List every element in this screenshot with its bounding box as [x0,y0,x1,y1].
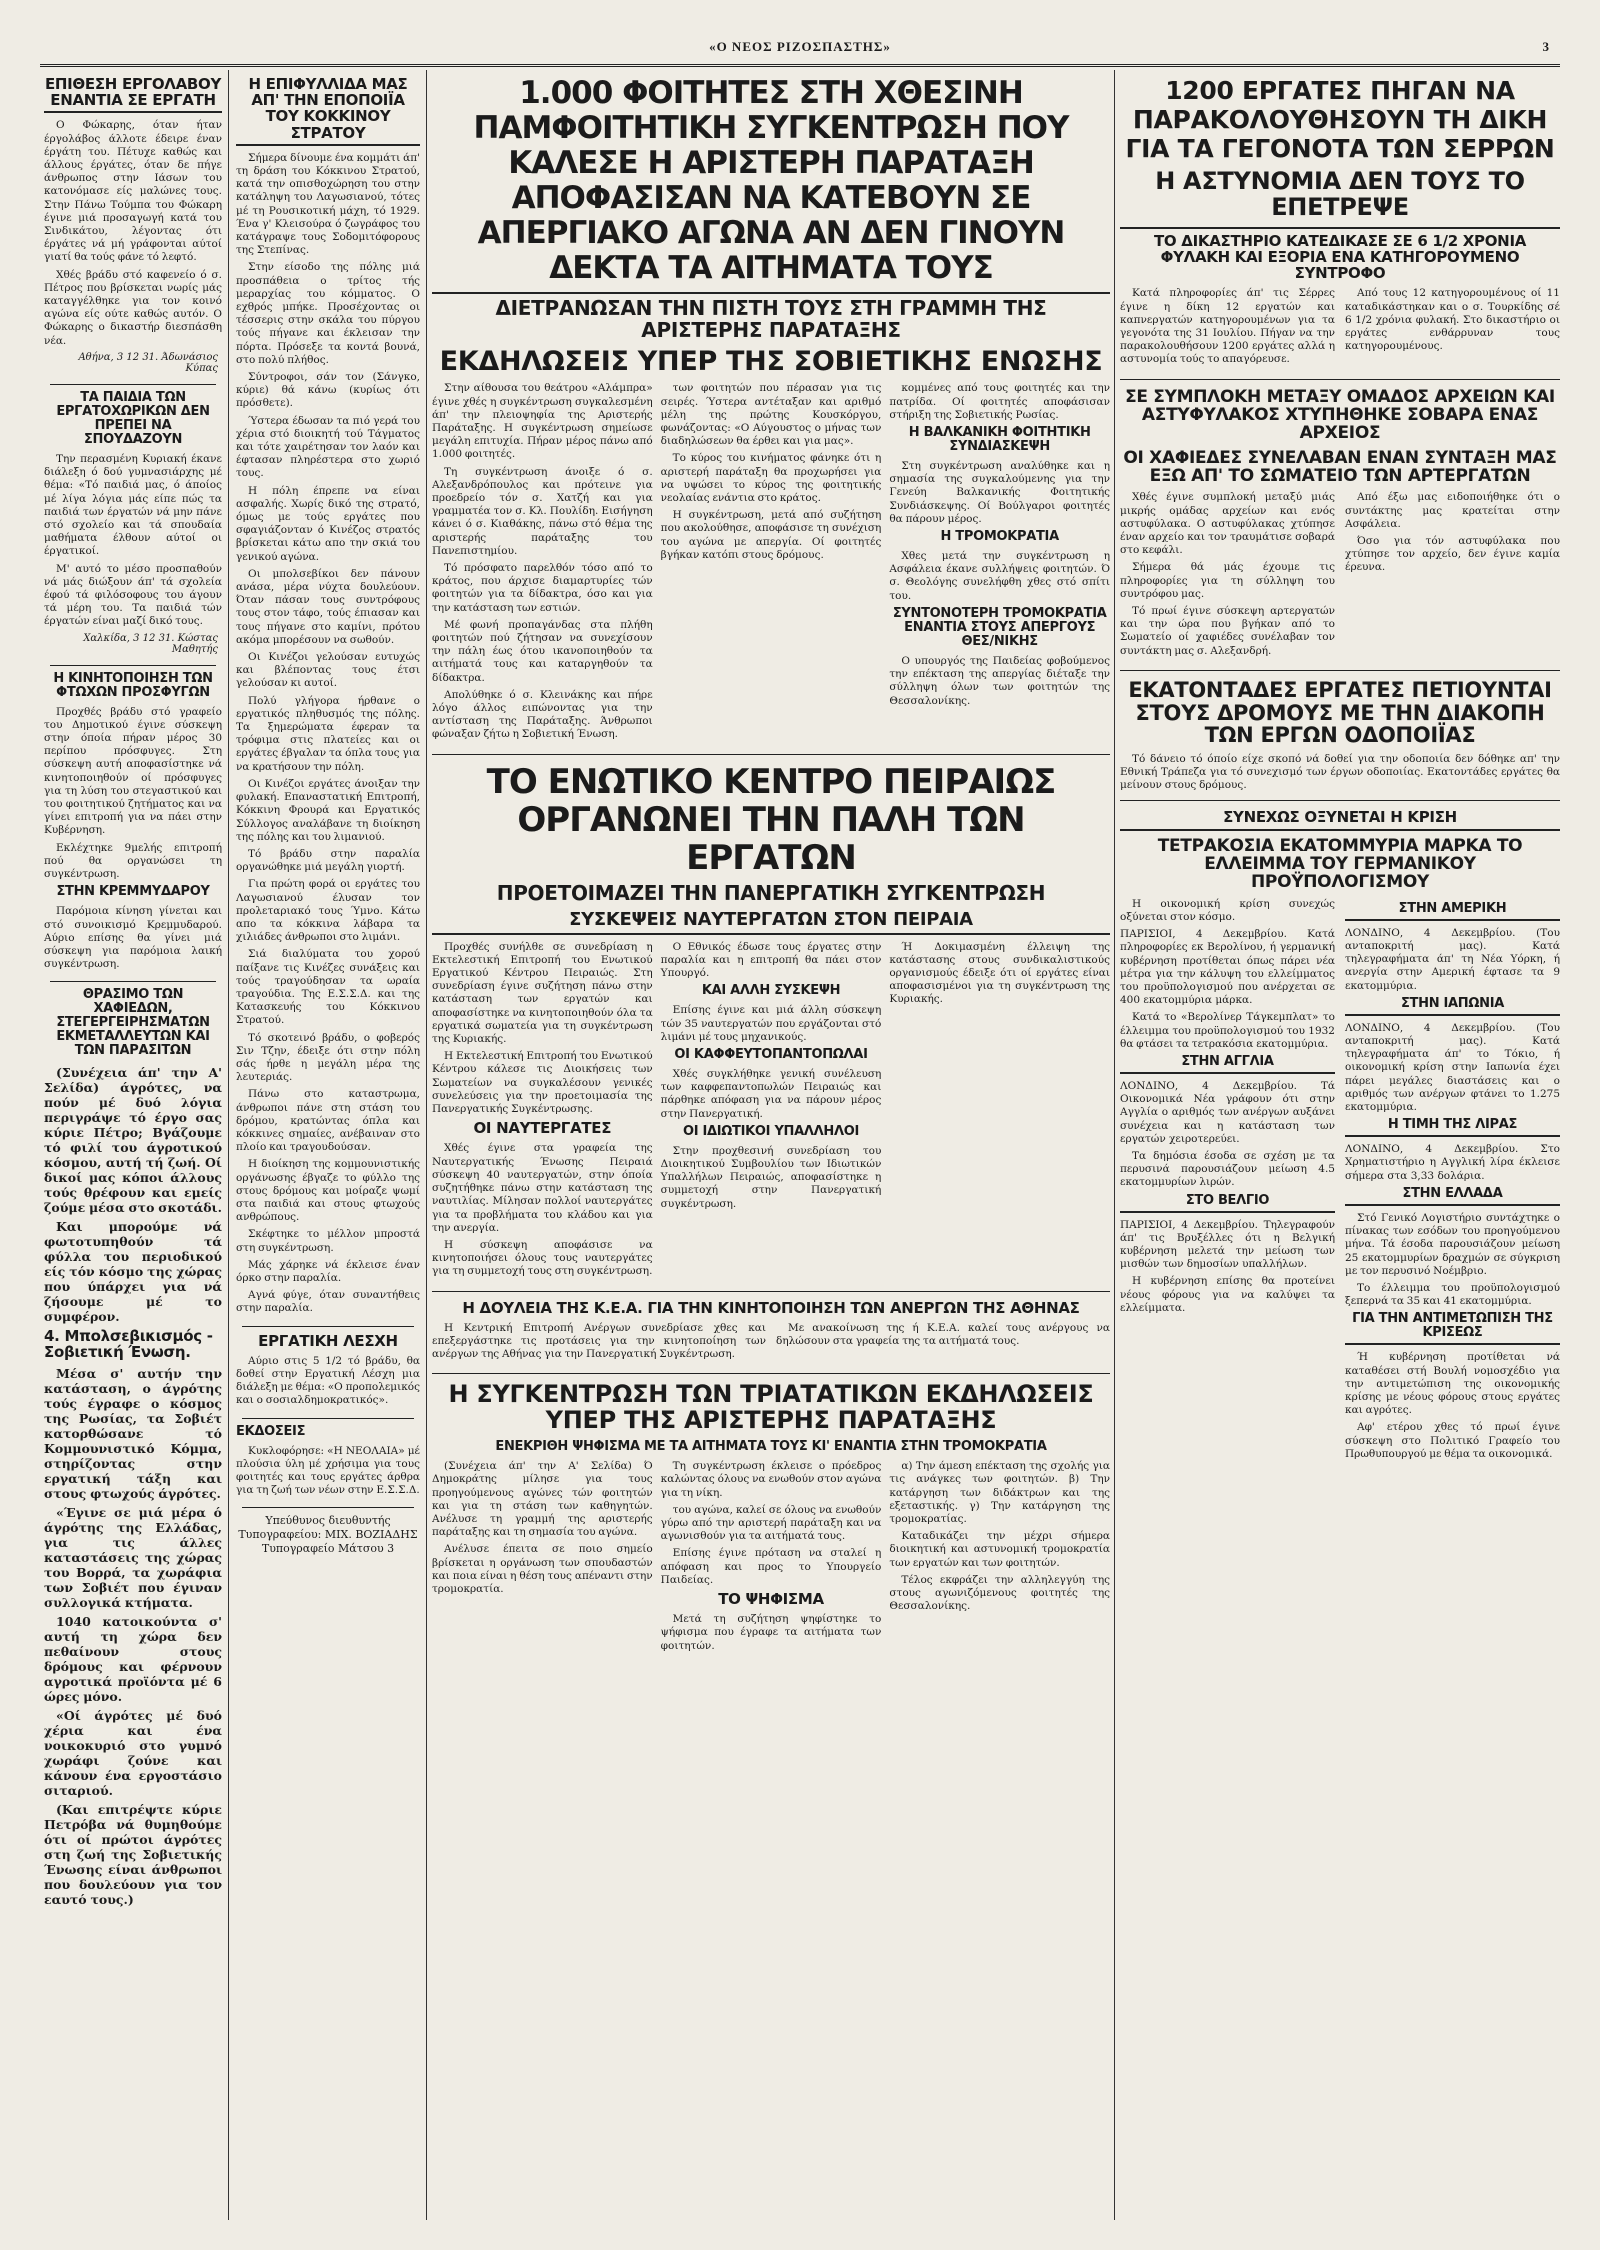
serres-col-1 [1120,287,1335,370]
roadworks-headline: ΕΚΑΤΟΝΤΑΔΕΣ ΕΡΓΑΤΕΣ ΠΕΤΙΟΥΝΤΑΙ ΣΤΟΥΣ ΔΡΟΜΟΥΣ ΜΕ ΤΗΝ ΔΙΑΚΟΠΗ ΤΩΝ ΕΡΓΩΝ ΟΔΟΠΟΙΪΑΣ [1128,677,1552,748]
piraeus-col-3 [889,941,1110,1283]
subheadline: ΣΤΗΝ ΑΓΓΛΙΑ [1120,1055,1335,1074]
article-informers [44,988,222,1907]
paragraph: Το έλλειμμα του προϋπολογισμού ξεπερνά τα 35 και 41 εκατομμύρια. [1345,1281,1560,1308]
column-1 [40,70,226,2220]
paragraph: «Οί άγρότες μέ δυό χέρια και ένα νοικοκυριό στο γυμνό χωράφι ζούνε και κάνουν ένα εργοστάσιο σιταριού. [44,1707,222,1798]
serres-subheadline: Η ΑΣΤΥΝΟΜΙΑ ΔΕΝ ΤΟΥΣ ΤΟ ΕΠΕΤΡΕΨΕ [1155,167,1525,221]
dateline-paragraph: ΠΑΡΙΣΙΟΙ, 4 Δεκεμβρίου. Τηλεγραφούν άπ' τις Βρυξέλλες ότι η Βελγική κυβέρνηση μελετά την μείωση των μισθών των δημοσίων υπαλλήλων. [1120,1218,1335,1271]
paragraph: Στό Γενικό Λογιστήριο συντάχτηκε ο πίνακας των εσόδων του προηγούμενου μήνα. Τά έσοδα παρουσιάζουν μείωση 25 εκατομμυρίων δραχμών σε σύγκριση με τον περυσινό Νοέμβριο. [1345,1211,1560,1277]
subheadline: ΣΥΝΤΟΝΟΤΕΡΗ ΤΡΟΜΟΚΡΑΤΙΑ ΕΝΑΝΤΙΑ ΣΤΟΥΣ ΑΠΕΡΓΟΥΣ ΘΕΣ/ΝΙΚΗΣ [892,605,1107,649]
crisis-headline: ΤΕΤΡΑΚΟΣΙΑ ΕΚΑΤΟΜΜΥΡΙΑ ΜΑΡΚΑ ΤΟ ΕΛΛΕΙΜΜΑ ΤΟΥ ΓΕΡΜΑΝΙΚΟΥ ΠΡΟΫΠΟΛΟΓΙΣΜΟΥ [1157,835,1523,893]
paragraph: Τα δημόσια έσοδα σε σχέση με τα περυσινά παρουσιάζουν μείωση 4.5 εκατομμυρίων λιρών. [1120,1150,1335,1189]
article-publications [236,1425,420,1498]
dateline-paragraph: ΠΑΡΙΣΙΟΙ, 4 Δεκεμβρίου. Κατά πληροφορίες εκ Βερολίνου, ή γερμανική κυβέρνηση προτίθεται όπως πάρει νέα μέτρα για την κάλυψη του ελλείμματος του προϋπολογισμού που ανέρχεται σε 400 εκατομμύρια μάρκα. [1120,928,1335,1007]
column-rule [426,70,427,2220]
paragraph: Ο Εθνικός έδωσε τους έργατες στην παραλία και η επιτροπή θα πάει στον Υπουργό. [660,940,882,980]
paragraph: Ή Δοκιμασμένη έλλειψη της κατάστασης στους συνδικαλιστικούς οργανισμούς έδειξε ότι οί εργάτες είναι αποφασισμένοι για τη συγκέντρωση της Κυριακής. [889,940,1110,1006]
subheadline: ΤΟ ΨΗΦΙΣΜΑ [718,1589,824,1608]
tertiary-students-subheadline: ΕΝΕΚΡΙΘΗ ΨΗΦΙΣΜΑ ΜΕ ΤΑ ΑΙΤΗΜΑΤΑ ΤΟΥΣ ΚΙ' ΕΝΑΝΤΙΑ ΣΤΗΝ ΤΡΟΜΟΚΡΑΤΙΑ [495,1439,1047,1455]
paragraph: Με ανακοίνωση της ή Κ.Ε.Α. καλεί τους ανέργους να δηλώσουν στα γραφεία της τα αιτήματά τους. [776,1321,1110,1347]
centre-block [432,70,1110,2220]
crisis-col-1 [1120,898,1335,1465]
paragraph: Οι μπολσεβίκοι δεν πάνουν ανάσα, μέρα νύχτα δουλεύουν. Όταν πάσαν τους συντρόφους τους στον τάφο, τούς έπιασαν και τους πήγανε στο καμίνι, πρότου ακόμα μπορέσουν να σωθούν. [236,567,420,646]
paragraph: Κατά πληροφορίες άπ' τις Σέρρες έγινε η δίκη 12 εργατών και καπνεργατών κατηγορουμένων για τα γεγονότα της 31 Ιουλίου. Πήγαν να την παρακολουθήσουν 1200 εργάτες αλλά η αστυνομία τούς το απαγόρευσε. [1120,287,1335,366]
subheadline: ΚΑΙ ΑΛΛΗ ΣΥΣΚΕΨΗ [701,983,841,999]
paragraph: Η κυβέρνηση επίσης θα προτείνει νέους φόρους για να καλύψει τα ελλείμματα. [1120,1275,1335,1314]
piraeus-subheadline-2: ΣΥΣΚΕΨΕΙΣ ΝΑΥΤΕΡΓΑΤΩΝ ΣΤΟΝ ΠΕΙΡΑΙΑ [432,910,1110,934]
paragraph: α) Την άμεση επέκταση της σχολής για τις ανάγκες των φοιτητών. β) Την κατάργηση των διδάκτρων και της εξεταστικής. γ) Την κατάργηση της τρομοκρατίας. [889,1460,1110,1525]
dateline-paragraph: ΛΟΝΔΙΝΟ, 4 Δεκεμβρίου. Στο Χρηματιστήριο η Αγγλική λίρα έκλεισε σήμερα στα 3,33 δολάρια. [1345,1143,1560,1182]
headline: Η ΕΠΙΦΥΛΛΙΔΑ ΜΑΣ ΑΠ' ΤΗΝ ΕΠΟΠΟΙΪΑ ΤΟΥ ΚΟΚΚΙΝΟΥ ΣΤΡΑΤΟΥ [236,76,420,146]
serres-col-2 [1345,287,1560,370]
subheadline: ΣΤΗΝ ΚΡΕΜΜΥΔΑΡΟΥ [56,884,210,900]
article-workers-club [236,1333,420,1408]
paragraph: Εκλέχτηκε 9μελής επιτροπή πού θα οργανώσει τη συγκέντρωση. [44,841,222,881]
paragraph: Στη συγκέντρωση αναλύθηκε και η σημασία της συγκαλούμενης για την Γενεύη Βαλκανικής Φοιτητικής Συνδιάσκεψης. Οί Βούλγαροι φοιτητές θα πάρουν μέρος. [889,460,1110,525]
paragraph: Αγνά φύγε, όταν συναντήθεις στην παραλία. [236,1289,420,1315]
divider [50,665,216,666]
piraeus-col-2 [661,941,882,1283]
paragraph: Πάνω στο καταστρωμα, άνθρωποι πάνε στη στάση του δρόμου, κρατώντας όπλα και κόκκινες σημαίες, ανέβαιναν στο πλοίο και τραγουδούσαν. [236,1088,420,1154]
column-2 [232,70,424,2220]
paragraph: Όσο για τόν αστυφύλακα που χτύπησε τον αρχείο, δεν έγινε καμία έρευνα. [1345,535,1560,574]
clash-headline: ΣΕ ΣΥΜΠΛΟΚΗ ΜΕΤΑΞΥ ΟΜΑΔΟΣ ΑΡΧΕΙΩΝ ΚΑΙ ΑΣΤΥΦΥΛΑΚΟΣ ΧΤΥΠΗΘΗΚΕ ΣΟΒΑΡΑ ΕΝΑΣ ΑΡΧΕΙΟΣ [1125,386,1555,444]
subheadline: ΟΙ ΝΑΥΤΕΡΓΑΤΕΣ [473,1119,612,1138]
paragraph: Τη συγκέντρωση έκλεισε ο πρόεδρος καλώντας όλους να ενωθούν στον αγώνα για τη νίκη. [660,1460,882,1499]
paragraph: (Συνέχεια άπ' την Α' Σελίδα) Ό Δημοκράτης μίλησε για τους προηγούμενους αγώνες τών φοιτητών και για τη στάση των καθηγητών. Ανέλυσε τη γραμμή της αριστερής παράταξης και τη σημασία του αγώνα. [432,1460,653,1539]
printer-credit [232,1514,424,1556]
paragraph: Ανέλυσε έπειτα σε ποιο σημείο βρίσκεται η οργάνωση των σπουδαστών και ποια είναι η θέση τους απέναντι στην τρομοκρατία. [432,1543,653,1595]
column-rule [228,70,229,2220]
paragraph: Η Κεντρική Επιτροπή Ανέργων συνεδρίασε χθες και επεξεργάστηκε τις προτάσεις για την κινητοποίηση των ανέργων της Αθήνας για την Πανεργατική Συγκέντρωση. [432,1321,766,1361]
divider [242,1326,414,1327]
headline: ΕΚΔΟΣΕΙΣ [236,1423,306,1439]
paragraph: Επίσης έγινε και μιά άλλη σύσκεψη τών 35 ναυτεργατών που εργάζονται στό λιμάνι μέ τους μηχανικούς. [660,1004,882,1043]
paragraph: Για πρώτη φορά οι εργάτες του Λαγωσιανού έλυσαν τον προλεταριακό τους Ύμνο. Κάτω απο τα κόκκινα λάβαρα τα χιλιάδες άνθρωποι στο λιμάνι. [236,878,420,944]
dateline-paragraph: ΛΟΝΔΙΝΟ, 4 Δεκεμβρίου. (Του ανταποκριτή μας). Κατά τηλεγραφήματα άπ' τη Νέα Υόρκη, ή ανεργία στην Αμερική έφτασε τα 9 εκατομμύρια. [1345,926,1560,992]
divider [432,754,1110,755]
divider [242,1507,414,1508]
headline: ΕΡΓΑΤΙΚΗ ΛΕΣΧΗ [258,1331,398,1350]
paragraph: Προχθές συνήλθε σε συνεδρίαση η Εκτελεστική Επιτροπή του Ενωτικού Εργατικού Κέντρου Πειραιώς. Στη συνεδρίαση έγινε συζήτηση πάνω στην κατάσταση των εργατών και αποφασίστηκε να κινητοποιηθούν όλα τα εργατικά σωματεία για τη συγκέντρωση της Κυριακής. [432,940,653,1046]
crisis-columns [1120,898,1560,1465]
paragraph: Καταδικάζει την μέχρι σήμερα διοικητική και αστυνομική τρομοκρατία των εργατών και των φοιτητών. [889,1530,1110,1569]
paragraph: Την περασμένη Κυριακή έκανε διάλεξη ό δού γυμνασιάρχης μέ θέμα: «Τό παιδιά μας, ό άποίος μέ λίγα λόγια μάς είπε πώς τα παιδιά των έργατών νά μην πάνε στό σχολείο και τά σπουδαία μαθήματα έλθουν αύτοί οι έργατικοί. [44,452,222,558]
lead-subheadline: ΔΙΕΤΡΑΝΩΣΑΝ ΤΗΝ ΠΙΣΤΗ ΤΟΥΣ ΣΤΗ ΓΡΑΜΜΗ ΤΗΣ ΑΡΙΣΤΕΡΗΣ ΠΑΡΑΤΑΞΗΣ [432,292,1110,341]
lead-col-1 [432,382,653,745]
headline: Η ΚΙΝΗΤΟΠΟΙΗΣΗ ΤΩΝ ΦΤΩΧΩΝ ΠΡΟΣΦΥΓΩΝ [53,670,213,700]
paragraph: Η πόλη έπρεπε να είναι ασφαλής. Χωρίς δικό της στρατό, όμως με τούς εργάτες που σφαγιάζονταν ό Κινέζος στρατός βρίσκεται κάτω απο την σκιά του γενικού αγώνα. [236,484,420,563]
divider [50,981,216,982]
paragraph: του αγώνα, καλεί σε όλους να ενωθούν γύρω από την αριστερή παράταξη και να αγωνισθούν για τα αιτήματά τους. [660,1503,882,1543]
printer-credit-line: Υπεύθυνος διευθυντής Τυπογραφείου: ΜΙΧ. ΒΟΖΙΑΔΗΣ [238,1514,418,1542]
page-number: 3 [1542,39,1550,54]
divider [242,1418,414,1419]
paragraph: Οι Κινέζοι γελούσαν ευτυχώς και βλέποντας τους έτσι γελούσαν κι αυτοί. [236,651,420,690]
paragraph: Στην είσοδο της πόλης μιά προσπάθεια ο τρίτος τής μεραρχίας του κόμματος. Ο εχθρός μπήκε. Προσέχοντας οι τέσσερις στην σκάλα του πύργου τούς πήγανε και έκλεισαν την πόρτα. Πρόσεξε τα κοντά βουνά, στο πολύ πλήθος. [236,261,420,366]
kea-col-2 [776,1322,1110,1366]
subheadline: ΣΤΗΝ ΙΑΠΩΝΙΑ [1345,997,1560,1016]
paragraph: Η οικονομική κρίση συνεχώς οξύνεται στον κόσμο. [1120,897,1335,923]
paragraph: Ή κυβέρνηση προτίθεται νά καταθέσει στή Βουλή νομοσχέδιο για την αντιμετώπιση της οικονομικής κρίσης με νέους φόρους στους εργάτες και αγρότες. [1345,1351,1560,1417]
paragraph: Σήμερα δίνουμε ένα κομμάτι άπ' τη δράση του Κόκκινου Στρατού, κατά την οπισθοχώρηση του στην κατάληψη του Λαγωσιανού, τότες μέ τη Ρουσικοτική μάχη, τό 1929. Ένα γ' Κλεισούρα ό ζωγράφος του κατάγραψε τους Σοδομιτόφορους της Στεπίνας. [236,151,420,257]
paragraph: Σκέφτηκε το μέλλον μπροστά στη συγκέντρωση. [236,1228,420,1254]
paragraph: Τό πρωί έγινε σύσκεψη αρτεργατών και την ώρα που βγήκαν από το Σωματείο οί χαφιέδες συνέλαβαν τον συντάκτη μας σ. Αλεξανδρή. [1120,605,1335,657]
paragraph: των φοιτητών που πέρασαν για τις σειρές. Ύστερα αντέταξαν και αριθμό μέλη της πρώτης Κουσκόργου, φωνάζοντας: «Ο Αύγουστος ο μήνας των διαδηλώσεων θα έρθει και για μας». [660,382,882,448]
paragraph: (Και επιτρέψτε κύριε Πετρόβα νά θυμηθούμε ότι οί πρώτοι άγρότες στη ζωή της Σοβιετικής Ένωσης είναι άνθρωποι που δουλεύουν για τον εαυτό τους.) [44,1801,222,1907]
serres-columns [1120,287,1560,370]
paragraph: Χθές έγινε συμπλοκή μεταξύ μιάς μικρής ομάδας αρχείων και ενός αστυφύλακα. Ο αστυφύλακας χτύπησε έναν αρχείο και τον τραυμάτισε σοβαρά στο κεφάλι. [1120,491,1335,557]
paragraph: Χθές βράδυ στό καφενείο ό σ. Πέτρος που βρίσκεται νωρίς μάς καταγγέλθηκε για τον κοινό αγώνα είς ούτε καθώς αυτόν. Ο Φώκαρης ο δικαστήρ διεσπάσθη νέα. [44,268,222,347]
paragraph: Η Εκτελεστική Επιτροπή του Ενωτικού Κέντρου κάλεσε τις Διοικήσεις των Σωματείων να συγκαλέσουν γενικές συνελεύσεις για την προετοιμασία της Πανεργατικής Συγκέντρωσης. [432,1050,653,1116]
paragraph: Η συγκέντρωση, μετά από συζήτηση που ακολούθησε, αποφάσισε τη συνέχιση του αγώνα με απεργία. Οί φοιτητές βγήκαν κατόπι στους δρόμους. [660,509,882,561]
paragraph: Η διοίκηση της κομμουνιστικής οργάνωσης έβγαζε το φύλλο της στους δρόμους και μοίραζε ψωμί στα παιδιά και στους φτωχούς ανθρώπους. [236,1158,420,1224]
right-block [1120,70,1560,2220]
paragraph: Ύστερα έδωσαν τα πιό γερά του χέρια στό διοικητή τού Τάγματος και τότε χαιρέτησαν τον λαόν και έφτασαν πληρέστερα στο χωριό τους. [236,414,420,480]
paragraph: Μ' αυτό το μέσο προσπαθούν νά μάς διώξουν άπ' τά σχολεία έφού τά φιλόσοφους του άγουν τά μέρη του. Τα παιδιά τών έργατών είναι μαζί δικό τους. [44,562,222,628]
divider [1120,379,1560,380]
paragraph: Χθές συγκλήθηκε γενική συνέλευση των καφφεπαντοπωλών Πειραιώς και πάρθηκε απόφαση για να πάρουν μέρος στην Πανεργατική. [660,1067,882,1120]
subheadline: ΣΤΟ ΒΕΛΓΙΟ [1120,1194,1335,1213]
subheadline: ΓΙΑ ΤΗΝ ΑΝΤΙΜΕΤΩΠΙΣΗ ΤΗΣ ΚΡΙΣΕΩΣ [1345,1312,1560,1345]
subheadline: ΟΙ ΙΔΙΩΤΙΚΟΙ ΥΠΑΛΛΗΛΟΙ [682,1123,860,1139]
piraeus-subheadline: ΠΡΟΕΤΟΙΜΑΖΕΙ ΤΗΝ ΠΑΝΕΡΓΑΤΙΚΗ ΣΥΓΚΕΝΤΡΩΣΗ [496,880,1046,905]
article-red-army-feuilleton [236,76,420,1316]
paragraph: Απολύθηκε ό σ. Κλεινάκης και πήρε λόγο άλλος ειπώνοντας για την αντίσταση της Παράταξης. Άνθρωποι φώναξαν ζήτω η Σοβιετική Ένωση. [432,688,653,741]
paragraph: Ο υπουργός της Παιδείας φοβούμενος την επέκταση της απεργίας διέταξε την σύλληψη όλων των φοιτητών της Θεσσαλονίκης. [889,654,1110,707]
clash-col-2 [1345,491,1560,661]
column-rule [1114,70,1115,2220]
arrest-headline: ΟΙ ΧΑΦΙΕΔΕΣ ΣΥΝΕΛΑΒΑΝ ΕΝΑΝ ΣΥΝΤΑΞΗ ΜΑΣ ΕΞΩ ΑΠ' ΤΟ ΣΩΜΑΤΕΙΟ ΤΩΝ ΑΡΤΕΡΓΑΤΩΝ [1123,447,1557,487]
paragraph: Σύντροφοι, σάν τον (Σάνγκο, κύριε) θά κάνω (κυρίως ότι πρόσθετε). [236,371,420,410]
paragraph: Προχθές βράδυ στό γραφείο του Δημοτικού έγινε σύσκεψη στην όποία πήραν μέρος 30 περίπου πρόσφυγες. Στη σύσκεψη αυτή αποφασίστηκε νά κινητοποιηθούν οί πρόσφυγες για τη λύση του στεγαστικού και του φοιτητικού ζητήματος και να γίνει επιτροπή για να πάει στην Κυβέρνηση. [44,705,222,837]
masthead-title: «Ο ΝΕΟΣ ΡΙΖΟΣΠΑΣΤΗΣ» [709,39,891,54]
divider [1120,670,1560,671]
subheadline: ΟΙ ΚΑΦΦΕΥΤΟΠΑΝΤΟΠΩΛΑΙ [674,1046,868,1062]
paragraph: Σήμερα θά μάς έχουμε τις πληροφορίες για τη σύλληψη του συντρόφου μας. [1120,561,1335,600]
lead-col-3 [889,382,1110,745]
paragraph: Η σύσκεψη αποφάσισε να κινητοποιήσει όλους τους ναυτεργάτες για τη συμμετοχή τους στη συγκέντρωση. [432,1238,653,1278]
tertiary-col-1 [432,1460,653,1657]
paragraph: Κατά το «Βερολίνερ Τάγκεμπλατ» το έλλειμμα του προϋπολογισμού του 1932 θα φτάσει τα τετρακόσια εκατομμύρια. [1120,1011,1335,1050]
subheadline: Η ΤΙΜΗ ΤΗΣ ΛΙΡΑΣ [1345,1118,1560,1137]
paragraph: Χθές έγινε στα γραφεία της Ναυτεργατικής Ένωσης Πειραιά σύσκεψη 40 ναυτεργατών, στην όποία συζητήθηκε πάνω στην κατάσταση της ναυτιλίας. Μίλησαν πολλοί ναυτεργάτες για τα προβλήματα του κλάδου και για την ανεργία. [432,1142,653,1234]
lead-subheadline-soviet: ΕΚΔΗΛΩΣΕΙΣ ΥΠΕΡ ΤΗΣ ΣΟΒΙΕΤΙΚΗΣ ΕΝΩΣΗΣ [439,346,1103,378]
headline: ΘΡΑΣΙΜΟ ΤΩΝ ΧΑΦΙΕΔΩΝ, ΣΤΕΓΕΡΓΕΙΡΗΣΜΑΤΩΝ ΕΚΜΕΤΑΛΛΕΥΤΩΝ ΚΑΙ ΤΩΝ ΠΑΡΑΣΙΤΩΝ [56,987,210,1059]
paragraph: 1040 κατοικούντα σ' αυτή τη χώρα δεν πεθαίνουν στους δρόμους και φέρνουν αγροτικά προϊόντα μέ 6 ώρες μόνο. [44,1613,222,1704]
paragraph: Παρόμοια κίνηση γίνεται και στό συνοικισμό Κρεμμυδαρού. Αύριο επίσης θα γίνει μιά σύσκεψη για παρόμοια λαική συγκέντρωση. [44,905,222,971]
paragraph: Αφ' ετέρου χθες τό πρωί έγινε σύσκεψη στο Πολιτικό Γραφείο του Πρωθυπουργού με θέμα τα οικονομικά. [1345,1421,1560,1460]
paragraph: Κυκλοφόρησε: «Η ΝΕΟΛΑΙΑ» μέ πλούσια ύλη μέ χρήσιμα για τους φοιτητές και τους εργάτες άρθρα για τη ζωή των νέων στην Ε.Σ.Σ.Δ. [236,1444,420,1497]
subheadline: ΣΤΗΝ ΕΛΛΑΔΑ [1345,1187,1560,1206]
dateline-paragraph: ΛΟΝΔΙΝΟ, 4 Δεκεμβρίου. Τά Οικονομικά Νέα γράφουν ότι στην Αγγλία ο αριθμός των ανέργων αυξάνει συνέχεια και η κατάσταση των εργατών χειροτερεύει. [1120,1079,1335,1145]
paragraph: Τό πρόσφατο παρελθόν τόσο από το κράτος, που άρχισε διαμαρτυρίες τών φοιτητών για τα δίδακτρα, όσο και για την κατάσταση των εστιών. [432,561,653,614]
divider [432,1373,1110,1374]
paragraph: Τέλος εκφράζει την αλληλεγγύη της στους αγωνιζόμενους φοιτητές της Θεσσαλονίκης. [889,1573,1110,1613]
paragraph: Μάς χάρηκε νά έκλεισε έναν όρκο στην παραλία. [236,1258,420,1284]
byline: Χαλκίδα, 3 12 31. Κώστας Μαθητής [83,632,218,655]
paragraph: Στην προχθεσινή συνεδρίαση του Διοικητικού Συμβουλίου των Ιδιωτικών Υπαλλήλων Πειραιώς, αποφασίστηκε η συμμετοχή στην Πανεργατική συγκέντρωση. [660,1144,882,1210]
subheadline: Η ΒΑΛΚΑΝΙΚΗ ΦΟΙΤΗΤΙΚΗ ΣΥΝΔΙΑΣΚΕΨΗ [908,424,1091,454]
tertiary-col-2 [661,1460,882,1657]
dateline-paragraph: ΛΟΝΔΙΝΟ, 4 Δεκεμβρίου. (Του ανταποκριτή μας). Κατά τηλεγραφήματα άπ' το Τόκιο, ή οικονομική κρίση στην Ιαπωνία έχει πάρει μεγάλες διαστάσεις και ο αριθμός των ανέργων φτάνει το 1.275 εκατομμύρια. [1345,1021,1560,1114]
piraeus-col-1 [432,941,653,1283]
masthead [40,30,1560,67]
paragraph: Σιά διαλύματα του χορού παίξανε τις Κινέζες συνάξεις και τούς τραγούδησαν τα ωραία τραγούδια. Της Ε.Σ.Σ.Δ. και της Κατασκευής του Κόκκινου Στρατού. [236,948,420,1027]
paragraph: Αύριο στις 5 1/2 τό βράδυ, θα δοθεί στην Εργατική Λέσχη μια διάλεξη με θέμα: «Ο προπολεμικός και ο σοσιαλδημοκρατικός». [236,1354,420,1407]
paragraph: κομμένες από τους φοιτητές και την πατρίδα. Οί φοιτητές αποφάσισαν στήριξη της Σοβιετικής Ρωσίας. [889,382,1110,421]
article-contractor-attack [44,76,222,374]
paragraph: Από έξω μας ειδοποιήθηκε ότι ο συντάκτης μας κρατείται στην Ασφάλεια. [1345,491,1560,530]
paragraph: (Συνέχεια άπ' την Α' Σελίδα) άγρότες, να πούν μέ δυό λόγια περιγράψε τό έργο σας κύριε Πέτρο; Βγάζουμε τό φιλί του άγροτικού κόσμου, αυτή τή ζωή. Οί δικοί μας κόποι άλλους τούς θρέφουν και εμείς ζούμε μέσα στο σκοτάδι. [44,1064,222,1215]
paragraph: Χθες μετά την συγκέντρωση η Ασφάλεια έκανε συλλήψεις φοιτητών. Ό σ. Θεολόγης συνελήφθη χθες στό σπίτι του. [889,550,1110,602]
paragraph: Οι Κινέζοι εργάτες άνοιξαν την φυλακή. Επαναστατική Επιτροπή, Κόκκινη Φρουρά και Εργατικός Σύλλογος αναλάβανε τη διοίκηση της πόλης και του λιμανιού. [236,777,420,843]
article-refugees [44,672,222,972]
lead-headline: 1.000 ΦΟΙΤΗΤΕΣ ΣΤΗ ΧΘΕΣΙΝΗ ΠΑΜΦΟΙΤΗΤΙΚΗ ΣΥΓΚΕΝΤΡΩΣΗ ΠΟΥ ΚΑΛΕΣΕ Η ΑΡΙΣΤΕΡΗ ΠΑΡΑΤΑΞΗ ΑΠΟΦΑΣΙΣΑΝ ΝΑ ΚΑΤΕΒΟΥΝ ΣΕ ΑΠΕΡΓΙΑΚΟ ΑΓΩΝΑ ΑΝ ΔΕΝ ΓΙΝΟΥΝ ΔΕΚΤΑ ΤΑ ΑΙΤΗΜΑΤΑ ΤΟΥΣ [473,75,1069,286]
clash-col-1 [1120,491,1335,661]
subheadline: Η ΤΡΟΜΟΚΡΑΤΙΑ [940,529,1059,545]
divider [50,384,216,385]
tertiary-columns [432,1460,1110,1657]
article-workers-children [44,391,222,655]
piraeus-columns [432,941,1110,1283]
paragraph: Τη συγκέντρωση άνοιξε ό σ. Αλεξανδρόπουλος και πρότεινε για προεδρείο τόν σ. Χατζή και για γραμματέα τον σ. Κλ. Πουλίδη. Εισήγηση κάνει ό σ. Κιαθάκης, πάνω στό θέμα της αριστερής παράταξης του Πανεπιστημίου. [432,465,653,557]
crisis-col-2 [1345,898,1560,1465]
serres-headline: 1200 ΕΡΓΑΤΕΣ ΠΗΓΑΝ ΝΑ ΠΑΡΑΚΟΛΟΥΘΗΣΟΥΝ ΤΗ ΔΙΚΗ ΓΙΑ ΤΑ ΓΕΓΟΝΟΤΑ ΤΩΝ ΣΕΡΡΩΝ [1125,76,1555,163]
kea-headline: Η ΔΟΥΛΕΙΑ ΤΗΣ Κ.Ε.Α. ΓΙΑ ΤΗΝ ΚΙΝΗΤΟΠΟΙΗΣΗ ΤΩΝ ΑΝΕΡΓΩΝ ΤΗΣ ΑΘΗΝΑΣ [462,1298,1080,1317]
serres-subheadline-2: ΤΟ ΔΙΚΑΣΤΗΡΙΟ ΚΑΤΕΔΙΚΑΣΕ ΣΕ 6 1/2 ΧΡΟΝΙΑ ΦΥΛΑΚΗ ΚΑΙ ΕΞΟΡΙΑ ΕΝΑ ΚΑΤΗΓΟΡΟΥΜΕΝΟ ΣΥΝΤΡΟΦΟ [1120,227,1560,282]
headline: ΕΠΙΘΕΣΗ ΕΡΓΟΛΑΒΟΥ ΕΝΑΝΤΙΑ ΣΕ ΕΡΓΑΤΗ [44,76,222,113]
crisis-kicker: ΣΥΝΕΧΩΣ ΟΞΥΝΕΤΑΙ Η ΚΡΙΣΗ [1120,809,1560,830]
divider [432,1291,1110,1292]
paragraph: Τό σκοτεινό βράδυ, ο φοβερός Σιν Τζην, έδειξε ότι στην πόλη σάς ήρθε η μεγάλη μέρα της λευτεριάς. [236,1031,420,1084]
paragraph: «Έγινε σε μιά μέρα ό άγρότης της Ελλάδας, για τις άλλες καταστάσεις της χώρας του Βορρά, τα χωράφια των Σοβιέτ που έγιναν συλλογικά κτήματα. [44,1504,222,1610]
kea-columns [432,1322,1110,1366]
subheadline: ΣΤΗΝ ΑΜΕΡΙΚΗ [1345,902,1560,921]
headline: ΤΑ ΠΑΙΔΙΑ ΤΩΝ ΕΡΓΑΤΟΧΩΡΙΚΩΝ ΔΕΝ ΠΡΕΠΕΙ ΝΑ ΣΠΟΥΔΑΖΟΥΝ [56,389,210,447]
piraeus-headline: ΤΟ ΕΝΩΤΙΚΟ ΚΕΝΤΡΟ ΠΕΙΡΑΙΩΣ ΟΡΓΑΝΩΝΕΙ ΤΗΝ ΠΑΛΗ ΤΩΝ ΕΡΓΑΤΩΝ [486,761,1056,878]
lead-col-2 [661,382,882,745]
clash-columns [1120,491,1560,661]
lead-article-columns [432,382,1110,745]
paragraph: Μέσα σ' αυτήν την κατάσταση, ο άγρότης τούς έγραφε ο κόσμος της Ρωσίας, τα Σοβιέτ κατορθώσανε τό Κομμουνιστικό Κόμμα, στηρίζοντας στην εργατική τάξη και στους φτωχούς άγρότες. [44,1365,222,1501]
byline: Αθήνα, 3 12 31. Άδωνάσιος Κύπας [78,351,218,374]
paragraph: Ο Φώκαρης, όταν ήταν έργολάβος άλλοτε έδειρε έναν έργάτη του. Πέτυχε καθώς και άλλους έργάτες, όταν δε πήγε άνθρωπος στην Ιάσων του κατονόμασε είς μαλώνες τους. Στην Πάνω Τούμπα του Φώκαρη έγινε μιά προσαγωγή κατά του Σινδικάτου, λέγοντας ότι έργάτες νά μή γράφονται αύτοί γιατί θα τούς φάνε τό λεφτό. [44,119,222,264]
paragraph: Μετά τη συζήτηση ψηφίστηκε το ψήφισμα που έγραφε τα αιτήματα των φοιτητών. [660,1613,882,1652]
paragraph: Στην αίθουσα του θεάτρου «Αλάμπρα» έγινε χθές η συγκέντρωση συγκαλεσμένη άπ' την πλειοψηφία της Αριστερής Παράταξης. Η συγκέντρωση σημείωσε μεγάλη επιτυχία. Πήραν μέρος πάνω από 1.000 φοιτητές. [432,382,653,461]
subheadline: 4. Μπολσεβικισμός - Σοβιετική Ένωση. [44,1326,213,1361]
kea-col-1 [432,1322,766,1366]
tertiary-col-3 [889,1460,1110,1657]
paragraph: Τό δάνειο τό όποίο είχε σκοπό νά δοθεί για την οδοποιία δεν δόθηκε απ' την Εθνική Τράπεζα για τό συνεχισμό των έργων οδοποιίας. Εκατοντάδες εργάτες θα μείνουν στους δρόμους. [1120,752,1560,792]
paragraph: Πολύ γλήγορα ήρθανε ο εργατικός πληθυσμός της πόλης. Τα ξημερώματα έφεραν τα τρόφιμα στις πλατείες και οι εργάτες έβγαλαν τα όπλα τους για να κρατήσουν την πόλη. [236,694,420,773]
paragraph: Επίσης έγινε πρόταση να σταλεί η απόφαση και προς το Υπουργείο Παιδείας. [660,1547,882,1586]
divider [1120,800,1560,801]
paragraph: Και μπορούμε νά φωτοτυπηθούν τά φύλλα του περιοδικού είς τόν κόσμο της χώρας που ύπάρχει για νά ζήσουμε μέ το συμφέρον. [44,1218,222,1324]
paragraph: Τό βράδυ στην παραλία οργανώθηκε μιά μεγάλη γιορτή. [236,847,420,874]
paragraph: Από τους 12 κατηγορουμένους οί 11 καταδικάστηκαν και ο σ. Τουρκίδης σέ 6 1/2 χρόνια φυλακή. Στο δικαστήριο οι εργάτες ενθάρρυναν τους κατηγορουμένους. [1345,287,1560,353]
paragraph: Μέ φωνή προπαγάνδας στα πλήθη φοιτητών πού ζήτησαν να συνεχίσουν την πάλη έως ότου ικανοποιηθούν τα αιτήματά τους και καταργηθούν τα δίδακτρα. [432,618,653,684]
paragraph: Το κύρος του κινήματος φάνηκε ότι η αριστερή παράταξη θα προχωρήσει για να υψώσει το κύρος της φοιτητικής νεολαίας ενάντια στο κράτος. [660,452,882,504]
tertiary-students-headline: Η ΣΥΓΚΕΝΤΡΩΣΗ ΤΩΝ ΤΡΙΑΤΑΤΙΚΩΝ ΕΚΔΗΛΩΣΕΙΣ ΥΠΕΡ ΤΗΣ ΑΡΙΣΤΕΡΗΣ ΠΑΡΑΤΑΞΗΣ [448,1380,1094,1435]
printer-credit-line: Τυπογραφείο Μάτσου 3 [261,1542,395,1556]
